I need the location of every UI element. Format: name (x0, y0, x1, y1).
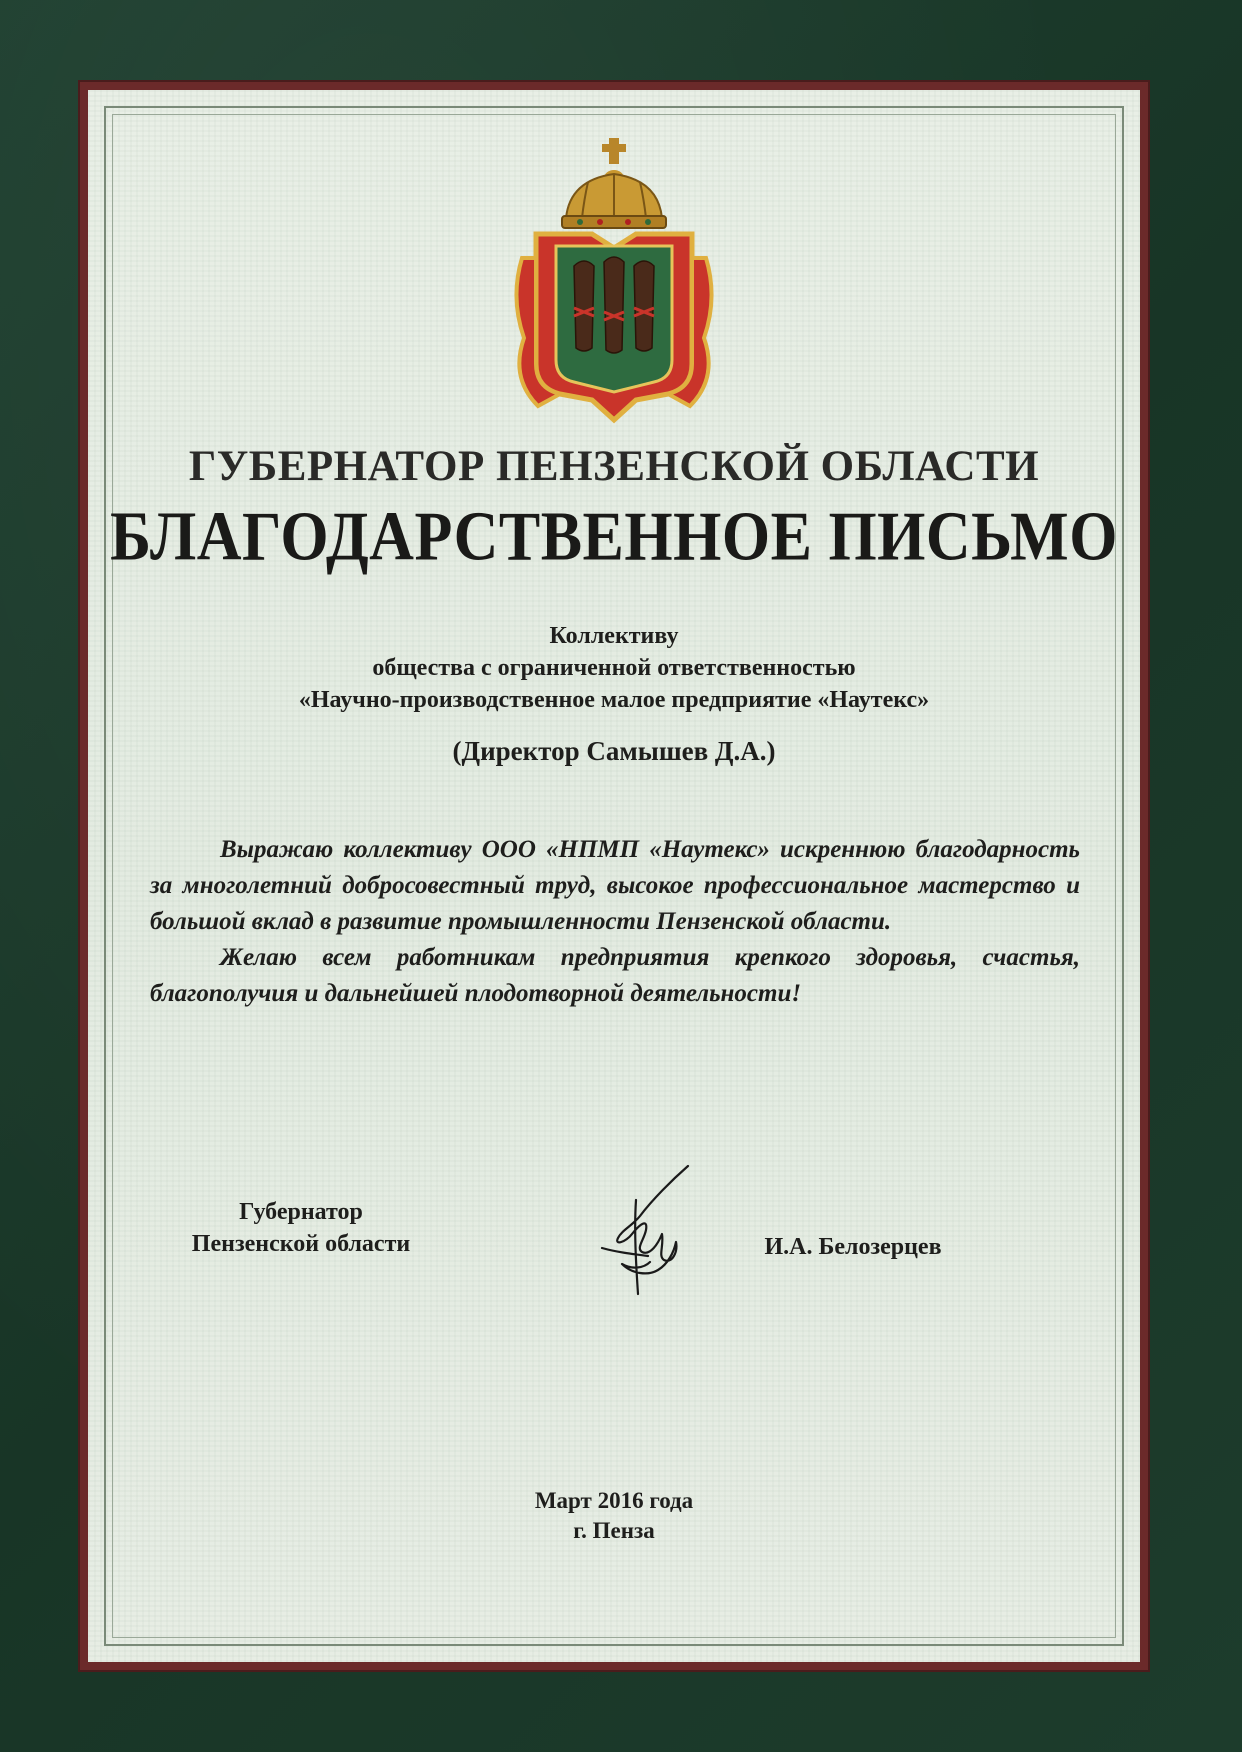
recipient-director: (Директор Самышев Д.А.) (452, 736, 776, 766)
penza-oblast-coat-of-arms-icon (508, 138, 720, 428)
certificate-paper (88, 90, 1140, 1662)
issuer-heading: ГУБЕРНАТОР ПЕНЗЕНСКОЙ ОБЛАСТИ (188, 443, 1040, 490)
body-paragraph-1: Выражаю коллективу ООО «НПМП «Наутекс» искреннюю благодарность за многолетний добросовестный труд, высокое профессиональное мастерство и большой вклад в развитие промышленности Пензенской области. (150, 836, 1080, 935)
recipient-line-1: Коллективу (549, 623, 679, 649)
issue-date: Март 2016 года (534, 1488, 694, 1513)
signatory-title (166, 1196, 436, 1260)
issue-place: г. Пенза (573, 1518, 655, 1543)
signatory-name: И.А. Белозерцев (764, 1234, 942, 1260)
signatory-title-line-1: Губернатор (239, 1199, 363, 1225)
letter-body (150, 832, 1080, 1012)
recipient-line-3: «Научно-производственное малое предприятие «Наутекс» (298, 687, 930, 713)
document-title: БЛАГОДАРСТВЕННОЕ ПИСЬМО (110, 499, 1118, 576)
date-and-place (88, 1486, 1140, 1546)
body-paragraph-2: Желаю всем работникам предприятия крепкого здоровья, счастья, благополучия и дальнейшей плодотворной деятельности! (150, 944, 1080, 1007)
recipient-line-2: общества с ограниченной ответственностью (372, 655, 856, 681)
handwritten-signature-icon (592, 1160, 700, 1300)
recipient-block (88, 620, 1140, 716)
signatory-title-line-2: Пензенской области (191, 1231, 411, 1257)
